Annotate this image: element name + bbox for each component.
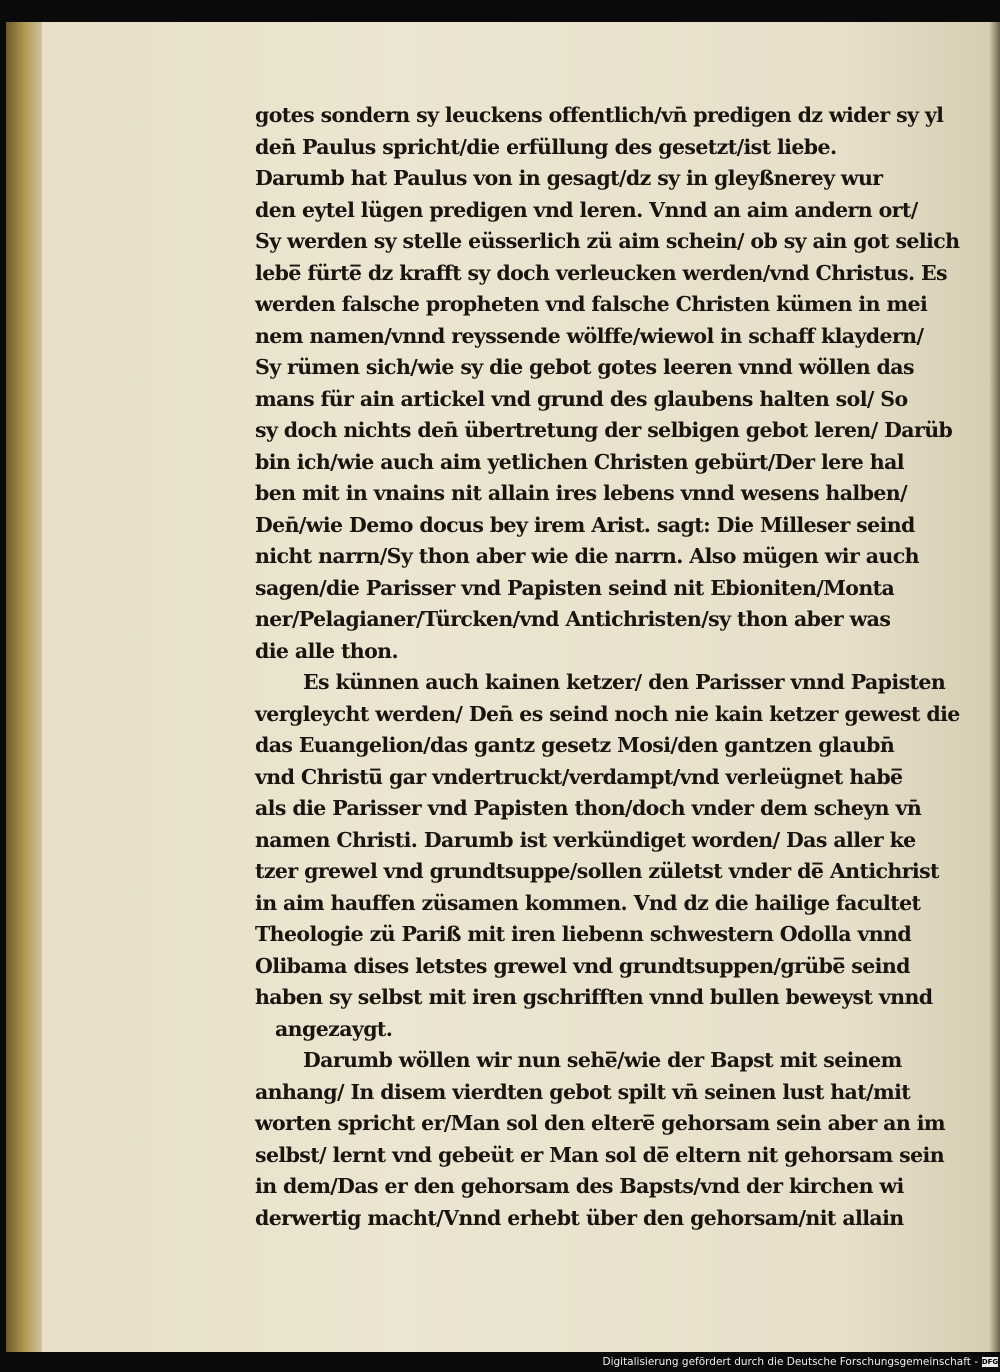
- text-line: Sy werden sy stelle eüsserlich zü aim schein/ ob sy ain got selich: [255, 229, 960, 253]
- text-line: Theologie zü Pariß mit iren liebenn schwestern Odolla vnnd: [255, 922, 912, 946]
- text-line: nem namen/vnnd reyssende wölffe/wiewol in schaff klaydern/: [255, 323, 924, 348]
- text-line: Darumb wöllen wir nun sehe̅/wie der Bapst mit seinem: [303, 1048, 902, 1072]
- dfg-logo-icon: DFG: [981, 1358, 999, 1366]
- text-line: angezaygt.: [275, 1016, 393, 1041]
- footer-credit-text: Digitalisierung gefördert durch die Deutsche Forschungsgemeinschaft -: [602, 1356, 978, 1368]
- page-fore-edge: [990, 22, 1000, 1352]
- text-line: gotes sondern sy leuckens offentlich/vn̄ predigen dz wider sy yl: [255, 103, 944, 127]
- text-line: namen Christi. Darumb ist verkündiget worden/ Das aller ke: [255, 827, 916, 852]
- text-line: das Euangelion/das gantz gesetz Mosi/den gantzen glaubn̄: [255, 733, 895, 757]
- text-line: vergleycht werden/ Den̄ es seind noch nie kain ketzer gewest die: [255, 701, 960, 726]
- text-line: als die Parisser vnd Papisten thon/doch vnder dem scheyn vn̄: [255, 796, 922, 820]
- text-line: selbst/ lernt vnd gebeüt er Man sol de̅ eltern nit gehorsam sein: [255, 1142, 945, 1167]
- text-line: vnd Christu̅ gar vndertruckt/verdampt/vnd verleügnet habe̅: [255, 764, 903, 789]
- text-line: werden falsche propheten vnd falsche Christen kümen in mei: [255, 292, 928, 316]
- text-line: sagen/die Parisser vnd Papisten seind nit Ebioniten/Monta: [255, 575, 895, 600]
- text-line: bin ich/wie auch aim yetlichen Christen gebürt/Der lere hal: [255, 449, 904, 474]
- text-line: mans für ain artickel vnd grund des glaubens halten sol/ So: [255, 386, 908, 411]
- text-line: tzer grewel vnd grundtsuppe/sollen zületst vnder de̅ Antichrist: [255, 859, 939, 883]
- digitization-footer: [602, 1354, 999, 1370]
- text-line: Darumb hat Paulus von in gesagt/dz sy in gleyßnerey wur: [255, 166, 883, 190]
- text-line: nicht narrn/Sy thon aber wie die narrn. Also mügen wir auch: [255, 544, 919, 568]
- text-line: den̄ Paulus spricht/die erfüllung des gesetzt/ist liebe.: [255, 134, 837, 159]
- text-line: sy doch nichts den̄ übertretung der selbigen gebot leren/ Darüb: [255, 418, 953, 442]
- text-line: in aim hauffen züsamen kommen. Vnd dz die hailige facultet: [255, 890, 921, 915]
- text-line: ben mit in vnains nit allain ires lebens vnnd wesens halben/: [255, 481, 907, 505]
- text-line: in dem/Das er den gehorsam des Bapsts/vnd der kirchen wi: [255, 1174, 904, 1198]
- page-text-block: [255, 100, 971, 1234]
- text-line: anhang/ In disem vierdten gebot spilt vn̄ seinen lust hat/mit: [255, 1079, 911, 1104]
- text-line: ner/Pelagianer/Türcken/vnd Antichristen/sy thon aber was: [255, 607, 891, 631]
- text-line: Olibama dises letstes grewel vnd grundtsuppen/grübe̅ seind: [255, 953, 910, 978]
- text-line: lebe̅ fürte̅ dz krafft sy doch verleucken werden/vnd Christus. Es: [255, 260, 947, 285]
- text-line: worten spricht er/Man sol den eltere̅ gehorsam sein aber an im: [255, 1111, 945, 1135]
- text-line: haben sy selbst mit iren gschrifften vnnd bullen beweyst vnnd: [255, 985, 933, 1009]
- page-binding-edge: [6, 22, 42, 1352]
- text-line: Es künnen auch kainen ketzer/ den Parisser vnnd Papisten: [303, 670, 946, 694]
- text-line: derwertig macht/Vnnd erhebt über den gehorsam/nit allain: [255, 1205, 904, 1230]
- text-line: Den̄/wie Demo docus bey irem Arist. sagt: Die Milleser seind: [255, 512, 915, 537]
- text-line: die alle thon.: [255, 638, 399, 663]
- text-line: den eytel lügen predigen vnd leren. Vnnd an aim andern ort/: [255, 197, 918, 222]
- text-line: Sy rümen sich/wie sy die gebot gotes leeren vnnd wöllen das: [255, 355, 914, 379]
